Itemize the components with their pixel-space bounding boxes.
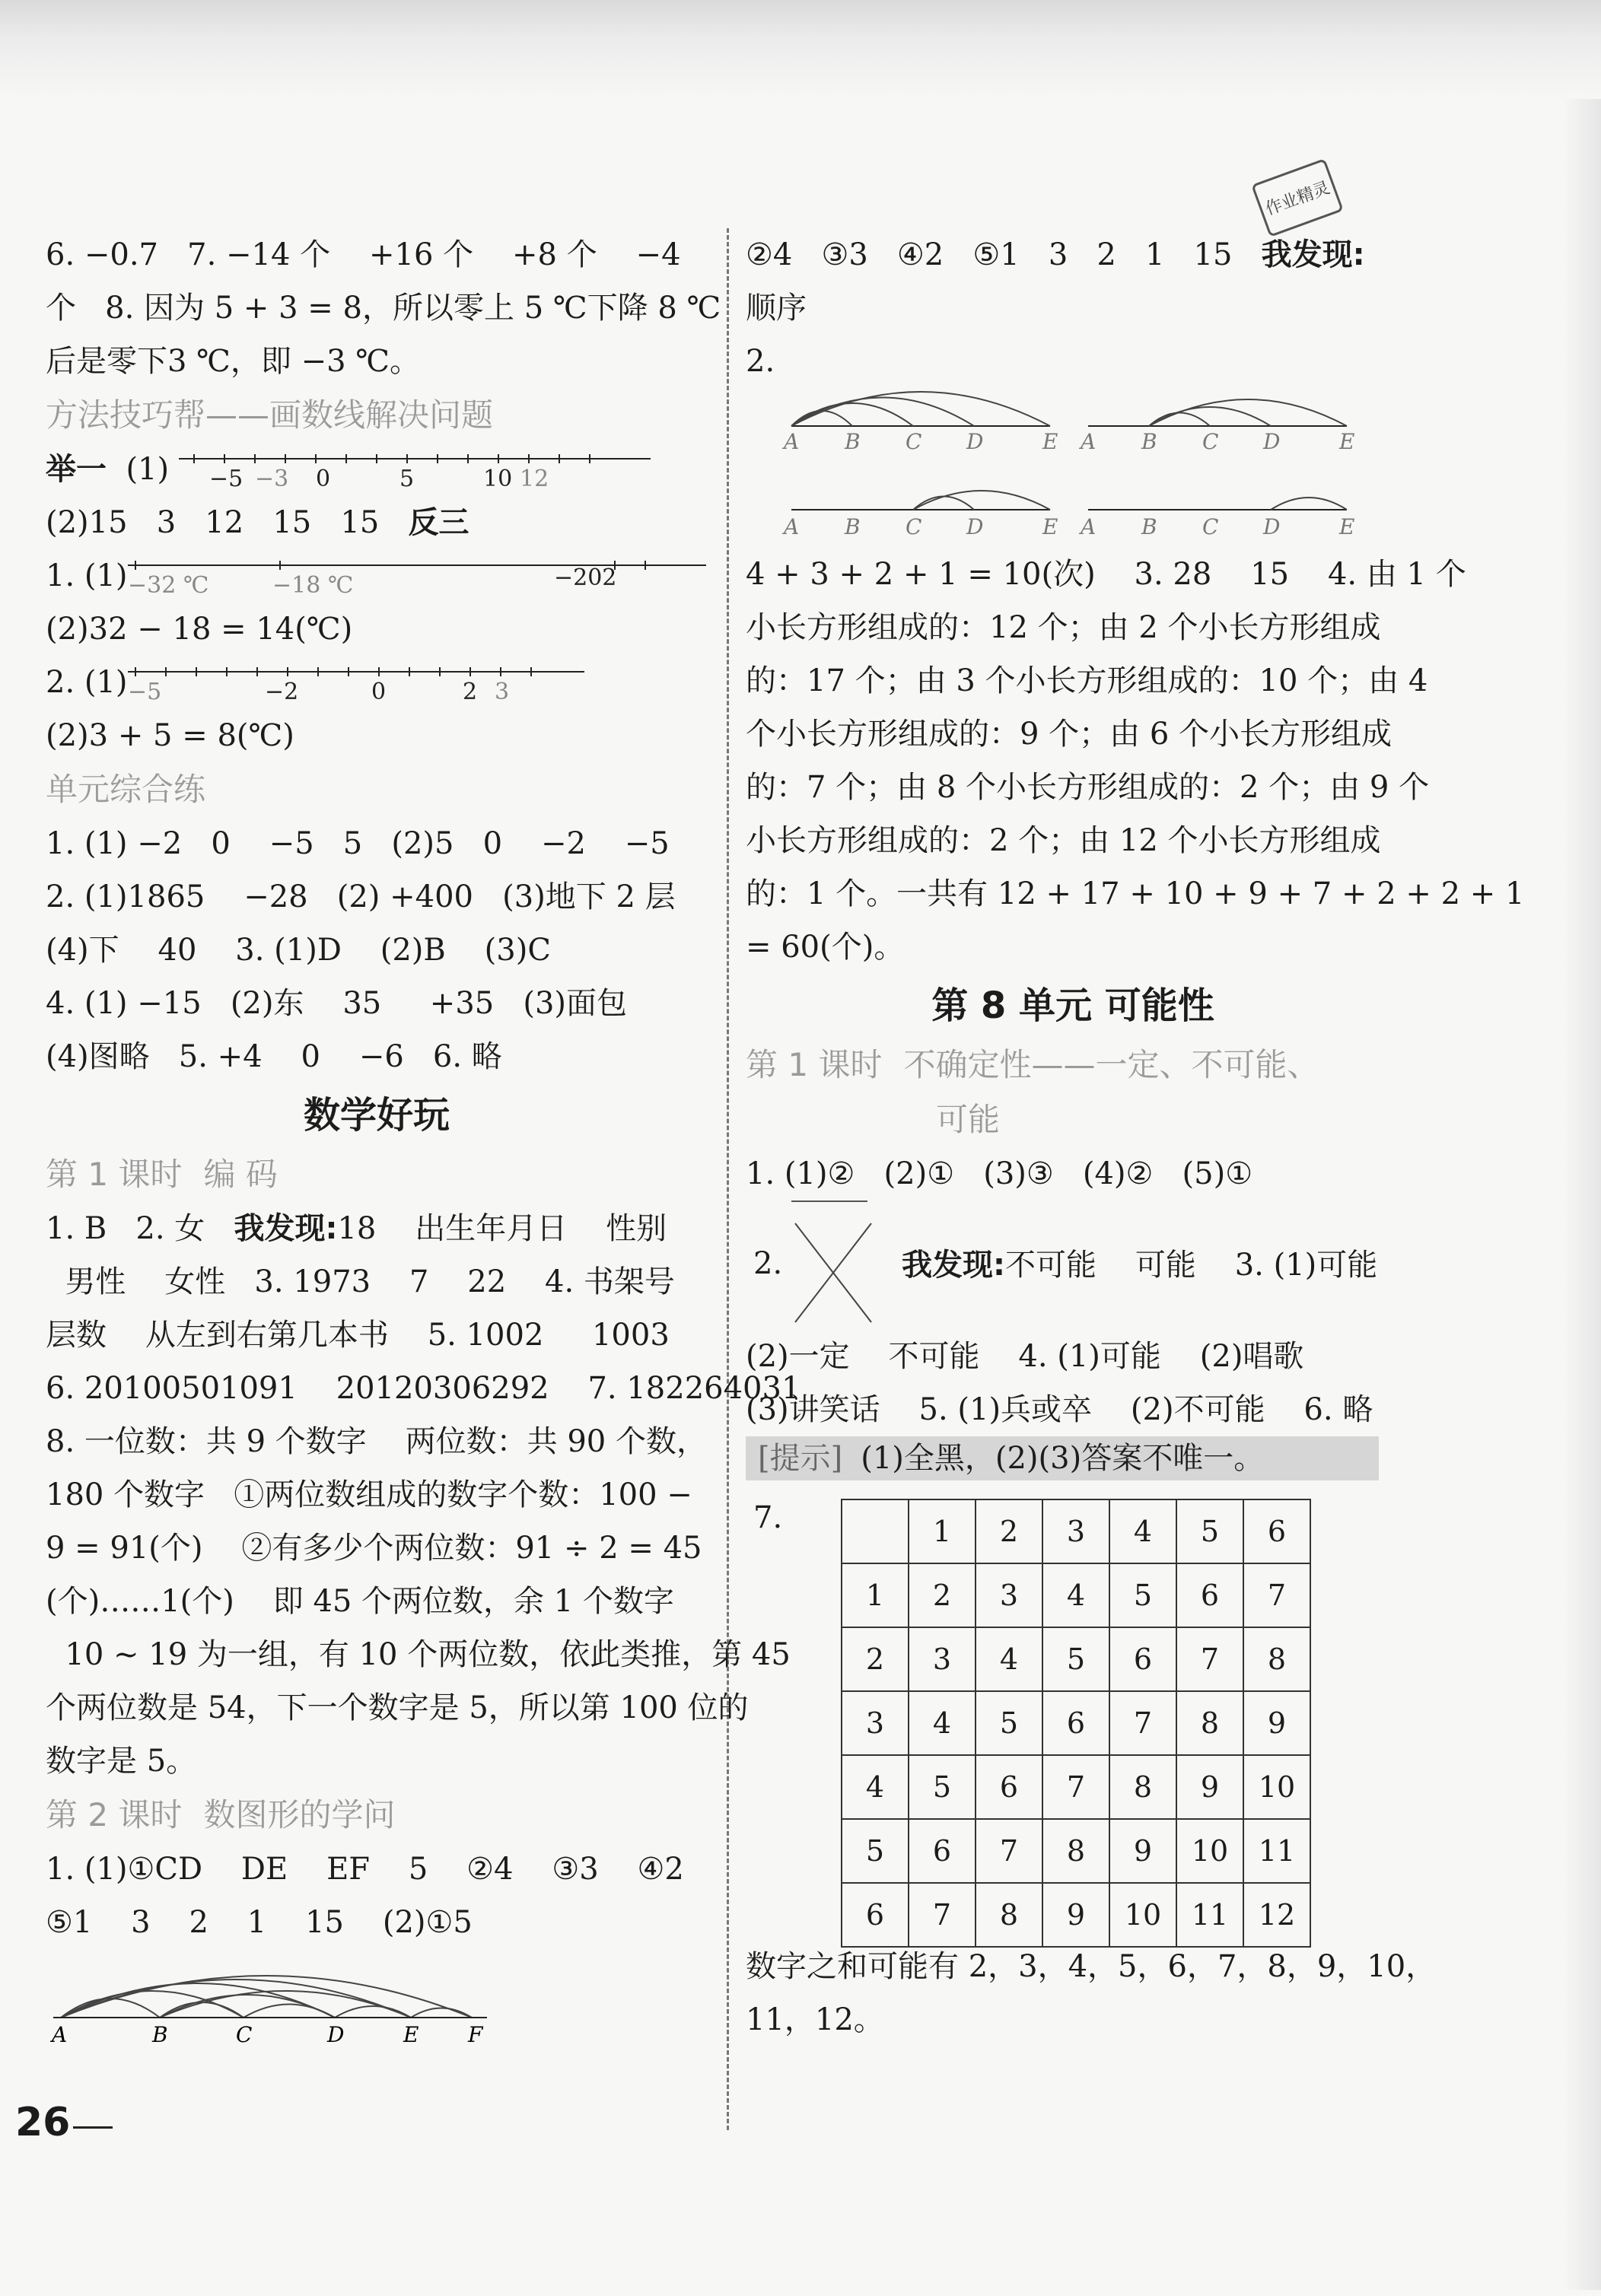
table-cell: 7	[976, 1819, 1042, 1883]
answer-line: 4 + 3 + 2 + 1 = 10(次) 3. 28 15 4. 由 1 个	[746, 557, 1466, 592]
example-3-line	[46, 656, 708, 709]
method-title: 方法技巧帮——画数线解决问题	[46, 396, 494, 434]
table-cell: 11	[1176, 1883, 1243, 1947]
arc-diagram-2	[1078, 399, 1354, 454]
point-label: B	[1141, 514, 1157, 539]
sum-table	[841, 1499, 1311, 1948]
table-cell: 4	[976, 1627, 1042, 1691]
lesson-name: 数图形的学问	[203, 1796, 396, 1833]
table-cell: 1	[842, 1563, 909, 1627]
table-cell: 6	[842, 1883, 909, 1947]
table-row	[842, 1563, 1310, 1627]
answer-line: 顺序	[746, 291, 807, 326]
unit-review-title: 单元综合练	[46, 771, 206, 808]
point-label: D	[1263, 429, 1281, 454]
answer-text: 18 出生年月日 性别	[337, 1211, 667, 1246]
table-cell: 5	[909, 1755, 976, 1819]
point-label: B	[152, 2022, 168, 2047]
point-label: C	[1202, 429, 1219, 454]
arc-diagram-4	[1078, 498, 1354, 539]
answer-line: 层数 从左到右第几本书 5. 1002 1003	[46, 1318, 670, 1353]
lesson-1-title	[46, 1147, 708, 1202]
point-label: A	[1081, 514, 1097, 539]
point-label: C	[236, 2022, 253, 2047]
tick-label: 2	[462, 679, 477, 705]
point-label: D	[1263, 514, 1281, 539]
answer-line: 8. 一位数：共 9 个数字 两位数：共 90 个数，	[46, 1424, 707, 1459]
unit-8-title: 第 8 单元 可能性	[931, 984, 1214, 1027]
table-cell: 1	[909, 1499, 976, 1563]
table-cell: 3	[1042, 1499, 1109, 1563]
table-cell: 8	[976, 1883, 1042, 1947]
table-cell: 2	[909, 1563, 976, 1627]
point-label: A	[52, 2022, 68, 2047]
table-cell: 6	[1243, 1499, 1310, 1563]
answer-line: 个两位数是 54，下一个数字是 5，所以第 100 位的	[46, 1690, 749, 1725]
table-cell: 12	[1243, 1883, 1310, 1947]
answer-line: 2. (1)1865 −28 (2) +400 (3)地下 2 层	[46, 879, 676, 914]
table-cell: 10	[1176, 1819, 1243, 1883]
table-cell: 7	[1109, 1691, 1176, 1755]
part-label: 2. (1)	[46, 665, 128, 700]
point-label: C	[906, 514, 922, 539]
hint-text: (1)全黑，(2)(3)答案不唯一。	[861, 1441, 1265, 1476]
point-label: A	[784, 429, 800, 454]
number-line-3	[128, 661, 584, 708]
tick-label: 5	[399, 466, 414, 492]
table-cell: 6	[1176, 1563, 1243, 1627]
answer-line	[46, 496, 708, 549]
table-cell: 6	[1042, 1691, 1109, 1755]
answer-text: 1. B 2. 女	[46, 1211, 234, 1246]
table-cell: 6	[909, 1819, 976, 1883]
answer-line: (2)3 + 5 = 8(℃)	[46, 718, 294, 753]
tick-label: −5	[208, 466, 243, 492]
table-cell: 5	[976, 1691, 1042, 1755]
answer-line: 小长方形组成的：12 个；由 2 个小长方形组成	[746, 610, 1381, 645]
answer-line: ⑤1 3 2 1 15 (2)①5	[46, 1905, 473, 1940]
table-cell: 9	[1243, 1691, 1310, 1755]
discovery-label: 我发现:	[902, 1248, 1005, 1283]
point-label: A	[1081, 429, 1097, 454]
page-number: 26	[15, 2100, 71, 2145]
point-label: C	[906, 429, 922, 454]
page-number-rule	[73, 2126, 113, 2129]
tick-label: −3	[254, 466, 289, 492]
tick-label: −32 ℃	[127, 572, 208, 599]
table-cell: 10	[1109, 1883, 1176, 1947]
answer-line: 后是零下3 ℃，即 −3 ℃。	[46, 344, 421, 379]
arc-diagrams	[746, 388, 1385, 548]
table-cell: 5	[842, 1819, 909, 1883]
tick-label: 10	[482, 466, 513, 492]
lesson-title	[746, 1038, 1400, 1092]
answer-line: (4)图略 5. +4 0 −6 6. 略	[46, 1039, 502, 1074]
question-number: 2.	[753, 1246, 783, 1281]
answer-line: 的：1 个。一共有 12 + 17 + 10 + 9 + 7 + 2 + 2 + 1	[746, 876, 1525, 911]
answer-line: = 60(个)。	[746, 930, 905, 965]
lesson-name: 不确定性——一定、不可能、	[903, 1046, 1319, 1083]
table-cell: 9	[1109, 1819, 1176, 1883]
answer-line: 6. 20100501091 20120306292 7. 182264031	[46, 1371, 801, 1406]
table-cell: 5	[1176, 1499, 1243, 1563]
tick-label: 0	[371, 679, 386, 705]
lesson-number: 第 1 课时	[46, 1156, 183, 1193]
right-column	[746, 228, 1525, 2046]
question-number: 7.	[753, 1500, 783, 1535]
table-cell: 5	[1109, 1563, 1176, 1627]
cross-mark	[784, 1216, 883, 1330]
point-label: B	[1141, 429, 1157, 454]
tick-label: −18 ℃	[272, 572, 353, 599]
point-label: D	[966, 514, 984, 539]
point-label: D	[966, 429, 984, 454]
arc-diagram-1	[781, 392, 1058, 454]
point-label: C	[1202, 514, 1219, 539]
answer-text: 不可能 可能 3. (1)可能	[1005, 1248, 1378, 1283]
answer-line: 1. (1)② (2)① (3)③ (4)② (5)①	[746, 1156, 1253, 1191]
answer-line: 180 个数字 ①两位数组成的数字个数：100 −	[46, 1477, 692, 1512]
discovery-label: 我发现:	[1261, 237, 1365, 272]
answer-line: (2)32 − 18 = 14(℃)	[46, 612, 353, 647]
table-cell: 8	[1042, 1819, 1109, 1883]
table-row	[842, 1691, 1310, 1755]
answer-line: 2.	[746, 344, 775, 379]
table-cell: 7	[1243, 1563, 1310, 1627]
answer-line: 4. (1) −15 (2)东 35 +35 (3)面包	[46, 986, 628, 1021]
table-cell: 5	[1042, 1627, 1109, 1691]
tick-label: 12	[519, 466, 549, 492]
example-label: 举一	[46, 452, 107, 487]
tick-label: 3	[494, 679, 509, 705]
table-cell: 7	[909, 1883, 976, 1947]
answer-text	[902, 1239, 1377, 1292]
answer-line: 男性 女性 3. 1973 7 22 4. 书架号	[46, 1264, 675, 1299]
blank-underline	[746, 1200, 1400, 1216]
table-cell: 3	[842, 1691, 909, 1755]
answer-text: (2)15 3 12 15 15	[46, 505, 380, 540]
table-row	[842, 1819, 1310, 1883]
tick-label: −5	[127, 679, 161, 705]
answer-line: 9 = 91(个) ②有多少个两位数：91 ÷ 2 = 45	[46, 1531, 702, 1566]
answer-line	[746, 1216, 1400, 1330]
answer-line: 个小长方形组成的：9 个；由 6 个小长方形组成	[746, 717, 1393, 752]
point-label: E	[1339, 429, 1355, 454]
point-label: B	[845, 514, 861, 539]
table-cell: 9	[1042, 1883, 1109, 1947]
answer-text: ②4 ③3 ④2 ⑤1 3 2 1 15	[746, 237, 1262, 272]
tick-label: −202	[553, 564, 616, 591]
table-cell: 4	[842, 1755, 909, 1819]
hint-box	[746, 1436, 1379, 1480]
answer-line: (个)……1(个) 即 45 个两位数，余 1 个数字	[46, 1584, 674, 1619]
lesson-number: 第 1 课时	[746, 1046, 883, 1083]
table-cell: 6	[976, 1755, 1042, 1819]
answer-line: 1. (1) −2 0 −5 5 (2)5 0 −2 −5	[46, 826, 670, 861]
scan-top-band	[0, 0, 1601, 99]
table-cell: 11	[1243, 1819, 1310, 1883]
table-cell: 9	[1176, 1755, 1243, 1819]
stamp-text: 作业精灵	[1262, 178, 1333, 220]
table-cell: 6	[1109, 1627, 1176, 1691]
scan-right-edge	[1563, 99, 1601, 2290]
point-label: B	[845, 429, 861, 454]
tick-label: −2	[264, 679, 298, 705]
answer-line: 小长方形组成的：2 个；由 12 个小长方形组成	[746, 823, 1381, 858]
answer-line: 个 8. 因为 5 + 3 = 8，所以零上 5 ℃下降 8 ℃	[46, 291, 721, 326]
part-label: 1. (1)	[46, 558, 128, 593]
answer-line	[746, 228, 1400, 281]
number-line-2	[128, 555, 706, 602]
table-row	[842, 1883, 1310, 1947]
answer-line: (3)讲笑话 5. (1)兵或卒 (2)不可能 6. 略	[746, 1392, 1373, 1427]
point-label: F	[468, 2022, 483, 2047]
point-label: A	[784, 514, 800, 539]
question-7	[746, 1491, 1400, 1940]
table-cell: 7	[1176, 1627, 1243, 1691]
table-cell: 4	[1042, 1563, 1109, 1627]
answer-line: 10 ~ 19 为一组，有 10 个两位数，依此类推，第 45	[46, 1637, 791, 1672]
tick-label: 0	[315, 466, 330, 492]
lesson-number: 第 2 课时	[46, 1796, 183, 1833]
column-divider	[727, 228, 729, 2130]
table-cell: 7	[1042, 1755, 1109, 1819]
lesson-2-title	[46, 1788, 708, 1843]
answer-line: 6. −0.7 7. −14 个 +16 个 +8 个 −4	[46, 237, 681, 272]
table-cell: 8	[1243, 1627, 1310, 1691]
table-cell: 2	[842, 1627, 909, 1691]
table-cell: 10	[1243, 1755, 1310, 1819]
segment-arc-diagram	[46, 1957, 502, 2048]
table-cell: 4	[909, 1691, 976, 1755]
answer-line: 11，12。	[746, 2002, 884, 2037]
answer-line: 数字之和可能有 2，3，4，5，6，7，8，9，10，	[746, 1949, 1437, 1984]
fun-math-title: 数学好玩	[303, 1094, 450, 1137]
number-line-1	[179, 448, 651, 495]
point-label: D	[327, 2022, 345, 2047]
example-1-line	[46, 443, 708, 496]
table-cell	[842, 1499, 909, 1563]
table-row	[842, 1627, 1310, 1691]
answer-line: 数字是 5。	[46, 1744, 197, 1779]
answer-line: (4)下 40 3. (1)D (2)B (3)C	[46, 933, 551, 968]
fansan-label: 反三	[408, 505, 469, 540]
table-cell: 2	[976, 1499, 1042, 1563]
hint-label: [提示]	[758, 1441, 843, 1476]
table-cell: 3	[976, 1563, 1042, 1627]
table-row	[842, 1499, 1310, 1563]
lesson-name: 编 码	[203, 1156, 278, 1193]
answer-line: (2)一定 不可能 4. (1)可能 (2)唱歌	[746, 1339, 1304, 1374]
table-row	[842, 1755, 1310, 1819]
table-cell: 8	[1176, 1691, 1243, 1755]
discovery-label: 我发现:	[234, 1211, 338, 1246]
example-2-line	[46, 549, 708, 603]
point-label: E	[403, 2022, 419, 2047]
answer-line: 的：17 个；由 3 个小长方形组成的：10 个；由 4	[746, 663, 1428, 698]
table-cell: 3	[909, 1627, 976, 1691]
table-cell: 8	[1109, 1755, 1176, 1819]
part-label: (1)	[126, 452, 170, 487]
point-label: E	[1339, 514, 1355, 539]
point-label: E	[1042, 514, 1058, 539]
answer-line	[46, 1202, 708, 1255]
point-label: E	[1042, 429, 1058, 454]
table-cell: 4	[1109, 1499, 1176, 1563]
answer-line: 1. (1)①CD DE EF 5 ②4 ③3 ④2	[46, 1852, 684, 1887]
lesson-title-cont: 可能	[936, 1101, 1001, 1138]
answer-line: 的：7 个；由 8 个小长方形组成的：2 个；由 9 个	[746, 770, 1430, 805]
arc-diagram-3	[781, 491, 1058, 539]
